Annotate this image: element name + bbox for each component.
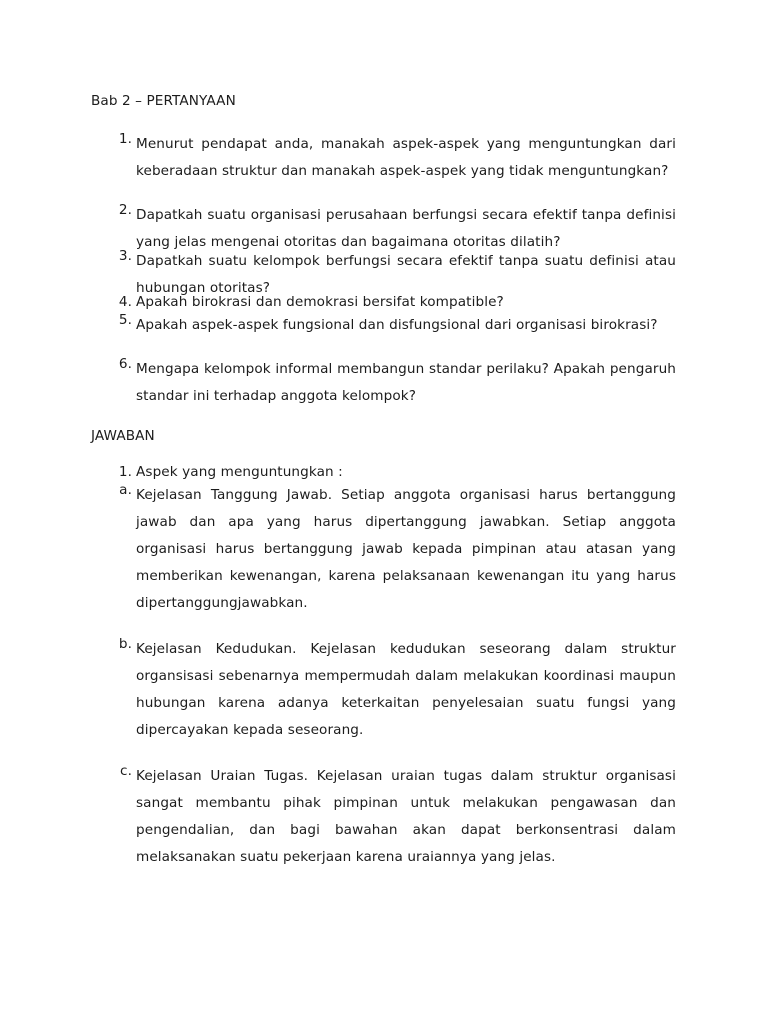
list-marker: 2.: [118, 202, 132, 218]
answer-point-text: Kejelasan Kedudukan. Kejelasan kedudukan seseorang dalam struktur organsisasi sebenarnya mempermudah dalam melakukan koordinasi maupun hubungan karena adanya keterkaitan penyelesaian suatu fungsi yang dipercayakan kepada seseorang.: [136, 641, 676, 738]
question-item: [118, 312, 676, 339]
answer-point: [120, 763, 676, 871]
answer-point: [118, 636, 676, 744]
answer-point: [119, 482, 676, 617]
answer-point-text: Kejelasan Tanggung Jawab. Setiap anggota organisasi harus bertanggung jawab dan apa yang harus dipertanggung jawabkan. Setiap anggota organisasi harus bertanggung jawab kepada pimpinan atau atasan yang memberikan kewenangan, karena pelaksanaan kewenangan itu yang harus dipertanggungjawabkan.: [136, 487, 676, 611]
list-marker: 6.: [118, 356, 132, 372]
list-marker: 1.: [118, 131, 132, 147]
answer-title: Aspek yang menguntungkan :: [136, 464, 343, 480]
question-item: [118, 294, 676, 310]
question-text: Mengapa kelompok informal membangun standar perilaku? Apakah pengaruh standar ini terhadap anggota kelompok?: [136, 361, 676, 404]
list-marker: b.: [118, 636, 132, 652]
question-text: Apakah birokrasi dan demokrasi bersifat kompatible?: [136, 294, 504, 310]
list-marker: 5.: [118, 312, 132, 328]
list-marker: a.: [119, 482, 132, 498]
list-marker: 3.: [118, 248, 132, 264]
answer-item: [118, 464, 676, 480]
question-text: Dapatkah suatu kelompok berfungsi secara efektif tanpa suatu definisi atau hubungan otoritas?: [136, 253, 676, 296]
question-item: [118, 131, 676, 185]
list-marker: 4.: [118, 294, 132, 310]
list-marker: c.: [120, 763, 132, 779]
question-item: [118, 356, 676, 410]
answer-point-text: Kejelasan Uraian Tugas. Kejelasan uraian tugas dalam struktur organisasi sangat membantu pihak pimpinan untuk melakukan pengawasan dan pengendalian, dan bagi bawahan akan dapat berkonsentrasi dalam melaksanakan suatu pekerjaan karena uraiannya yang jelas.: [136, 768, 676, 865]
question-text: Dapatkah suatu organisasi perusahaan berfungsi secara efektif tanpa definisi yang jelas mengenai otoritas dan bagaimana otoritas dilatih?: [136, 207, 676, 250]
question-text: Menurut pendapat anda, manakah aspek-aspek yang menguntungkan dari keberadaan struktur dan manakah aspek-aspek yang tidak menguntungkan?: [136, 136, 676, 179]
question-text: Apakah aspek-aspek fungsional dan disfungsional dari organisasi birokrasi?: [136, 317, 658, 333]
section-heading-pertanyaan: Bab 2 – PERTANYAAN: [91, 93, 236, 109]
section-heading-jawaban: JAWABAN: [91, 428, 155, 444]
list-marker: 1.: [118, 464, 132, 480]
